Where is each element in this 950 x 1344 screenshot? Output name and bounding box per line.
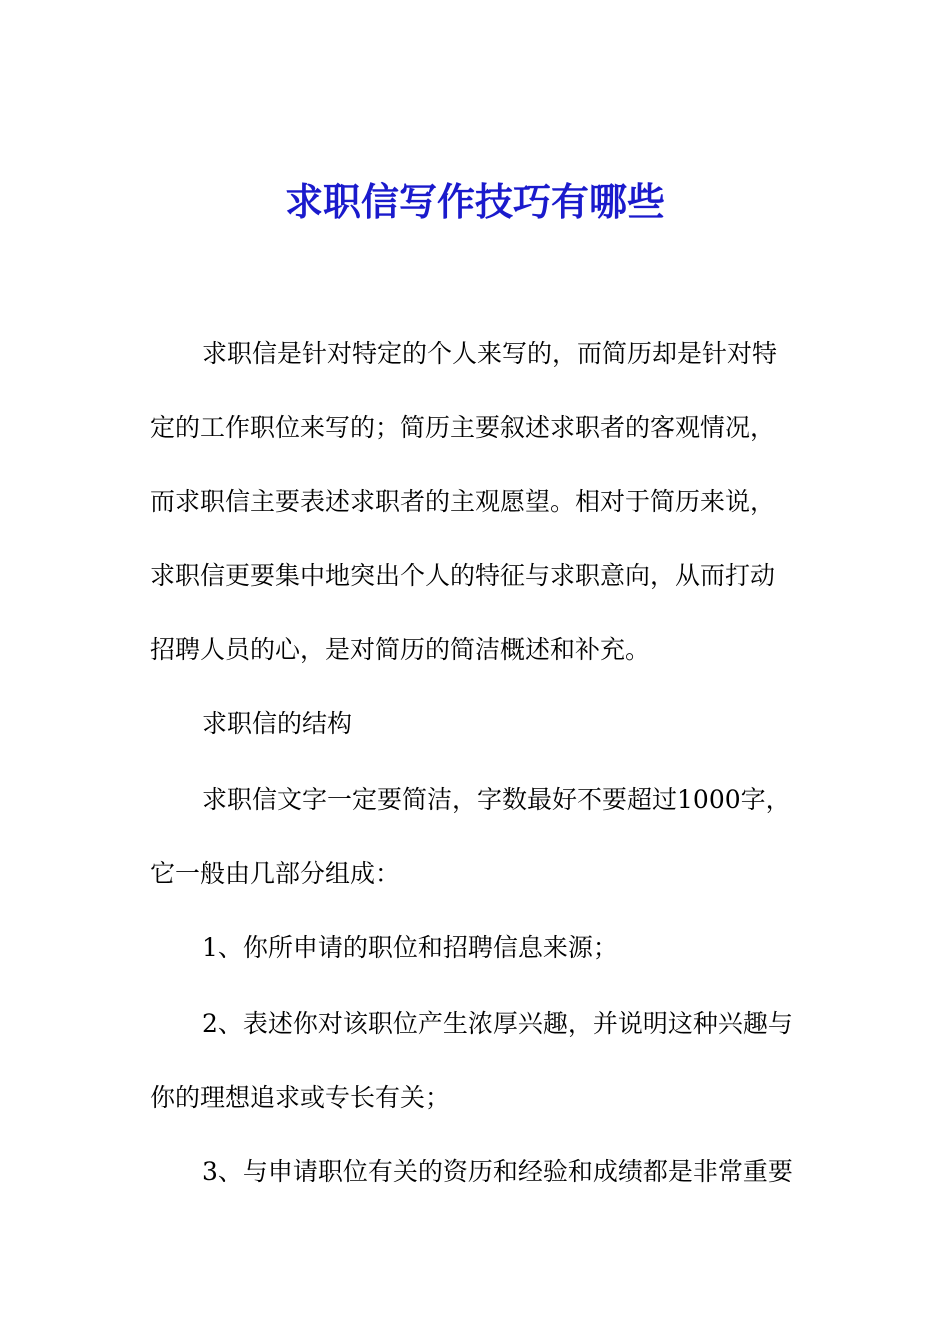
paragraph-line: 它一般由几部分组成： xyxy=(150,859,401,888)
paragraph-line: 而求职信主要表述求职者的主观愿望。相对于简历来说， xyxy=(150,487,776,516)
list-item-continuation: 你的理想追求或专长有关； xyxy=(150,1083,451,1112)
list-item: 1、你所申请的职位和招聘信息来源； xyxy=(202,933,618,962)
paragraph-line: 求职信文字一定要简洁，字数最好不要超过1000字， xyxy=(202,785,791,814)
paragraph-line: 求职信是针对特定的个人来写的，而简历却是针对特 xyxy=(202,339,778,368)
paragraph-line: 求职信更要集中地突出个人的特征与求职意向，从而打动 xyxy=(150,561,776,590)
paragraph-line: 定的工作职位来写的；简历主要叙述求职者的客观情况， xyxy=(150,413,776,442)
list-item: 3、与申请职位有关的资历和经验和成绩都是非常重要 xyxy=(202,1157,793,1186)
document-title: 求职信写作技巧有哪些 xyxy=(284,179,665,224)
section-heading: 求职信的结构 xyxy=(202,709,353,738)
list-item: 2、表述你对该职位产生浓厚兴趣，并说明这种兴趣与 xyxy=(202,1009,793,1038)
paragraph-line: 招聘人员的心，是对简历的简洁概述和补充。 xyxy=(150,635,651,664)
